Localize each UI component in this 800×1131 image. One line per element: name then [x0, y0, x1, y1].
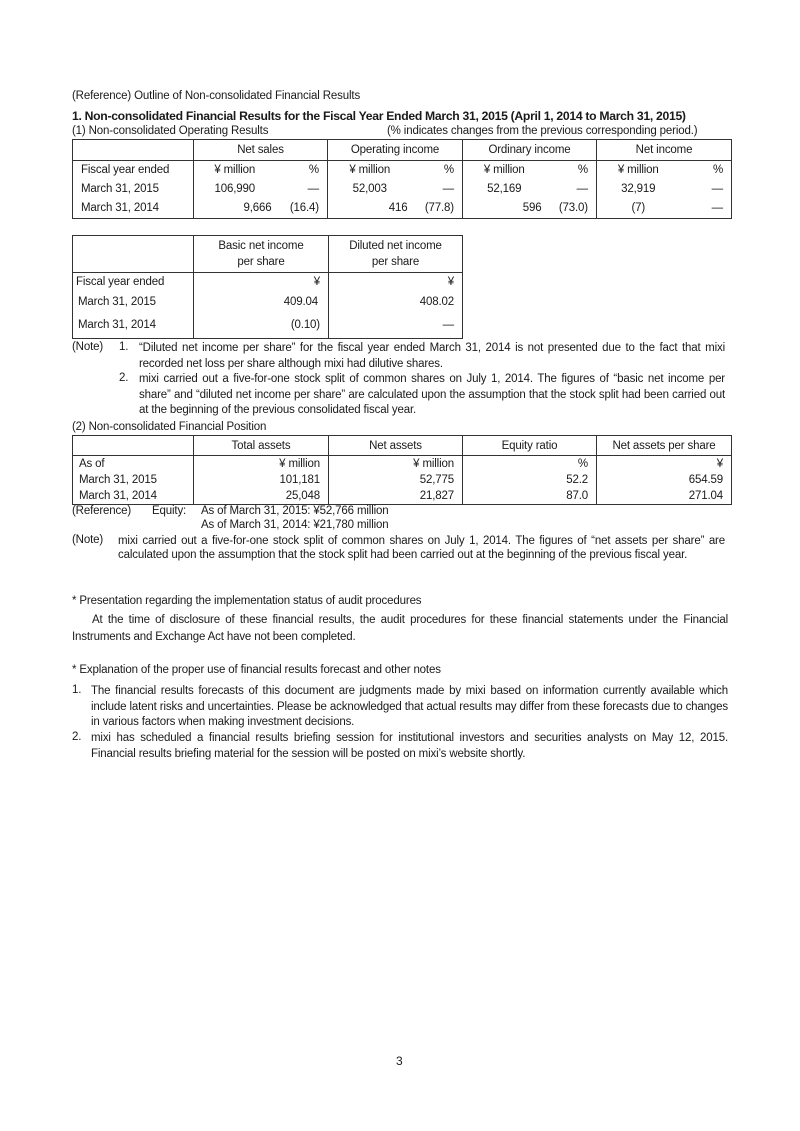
header-net-assets: Net assets: [329, 436, 463, 456]
row-label: March 31, 2014: [73, 488, 194, 505]
unit-row: [73, 273, 463, 291]
header-net-sales: Net sales: [194, 140, 328, 161]
value-cell: 9,666: [194, 199, 276, 219]
value-cell: (16.4): [276, 199, 328, 219]
equity-line: As of March 31, 2015: ¥52,766 million: [201, 505, 389, 517]
table-header-row: [73, 140, 732, 161]
operating-results-note: (% indicates changes from the previous corresponding period.): [387, 125, 698, 137]
value-cell: (7): [597, 199, 680, 219]
financial-position-heading: (2) Non-consolidated Financial Position: [72, 421, 267, 433]
reference-label: (Reference): [72, 505, 132, 517]
unit-cell: ¥ million: [329, 456, 463, 472]
header-diluted-net-income-per-share: [329, 236, 463, 273]
note-text: mixi carried out a five-for-one stock split of common shares on July 1, 2014. The figures of “net assets per share” are calculated upon the assumption that the stock split had been carried out at the beginning of the previous fiscal year.: [118, 535, 725, 561]
list-number: 1.: [72, 684, 82, 696]
header-blank-cell: [73, 140, 194, 161]
value-cell: 408.02: [329, 291, 463, 313]
unit-cell: %: [412, 161, 463, 180]
value-cell: 52,169: [463, 180, 546, 199]
table-row: [73, 313, 463, 339]
value-cell: 596: [463, 199, 546, 219]
forecast-heading: * Explanation of the proper use of financial results forecast and other notes: [72, 664, 441, 676]
value-cell: 52,003: [328, 180, 412, 199]
header-operating-income: Operating income: [328, 140, 463, 161]
row-label: March 31, 2015: [73, 180, 194, 199]
equity-line: As of March 31, 2014: ¥21,780 million: [201, 519, 389, 531]
row-label: Fiscal year ended: [73, 161, 194, 180]
note-text: mixi carried out a five-for-one stock split of common shares on July 1, 2014. The figures of “basic net income per share” and “diluted net income per share” are calculated upon the assumption that the stock split had been carried out at the beginning of the previous consolidated fiscal year.: [139, 373, 725, 416]
reference-title: (Reference) Outline of Non-consolidated Financial Results: [72, 90, 361, 102]
header-blank-cell: [73, 236, 194, 273]
unit-cell: ¥: [597, 456, 732, 472]
header-basic-net-income-per-share: [194, 236, 329, 273]
value-cell: 87.0: [463, 488, 597, 505]
unit-cell: ¥ million: [328, 161, 412, 180]
header-line: Diluted net income: [349, 240, 442, 252]
header-line: per share: [371, 256, 420, 268]
value-cell: 106,990: [194, 180, 276, 199]
note-number: 1.: [119, 341, 129, 353]
value-cell: —: [680, 180, 732, 199]
row-label: March 31, 2015: [73, 472, 194, 488]
table-row: [73, 488, 732, 505]
header-net-income: Net income: [597, 140, 732, 161]
unit-cell: %: [546, 161, 597, 180]
equity-label: Equity:: [152, 505, 187, 517]
audit-text: At the time of disclosure of these financial results, the audit procedures for these financial statements under the Financial Instruments and Exchange Act have not been completed.: [72, 614, 728, 643]
unit-cell: %: [463, 456, 597, 472]
row-label: March 31, 2014: [73, 199, 194, 219]
value-cell: 416: [328, 199, 412, 219]
page-number: 3: [396, 1054, 403, 1068]
list-number: 2.: [72, 731, 82, 743]
list-item-text: The financial results forecasts of this document are judgments made by mixi based on information currently available which include latent risks and uncertainties. Please be acknowledged that actual results may differ from these forecasts due to changes in various factors when making investment decisions.: [91, 685, 728, 728]
note-label: (Note): [72, 534, 104, 546]
unit-cell: ¥: [194, 273, 329, 291]
value-cell: 409.04: [194, 291, 329, 313]
value-cell: (77.8): [412, 199, 463, 219]
row-label: As of: [73, 456, 194, 472]
value-cell: —: [412, 180, 463, 199]
table-header-row: [73, 236, 463, 273]
unit-cell: ¥ million: [194, 161, 276, 180]
unit-cell: ¥ million: [463, 161, 546, 180]
table-row: [73, 472, 732, 488]
header-total-assets: Total assets: [194, 436, 329, 456]
value-cell: 101,181: [194, 472, 329, 488]
value-cell: 52,775: [329, 472, 463, 488]
value-cell: 25,048: [194, 488, 329, 505]
value-cell: 271.04: [597, 488, 732, 505]
audit-heading: * Presentation regarding the implementation status of audit procedures: [72, 595, 422, 607]
header-net-assets-per-share: Net assets per share: [597, 436, 732, 456]
value-cell: 52.2: [463, 472, 597, 488]
header-line: per share: [237, 256, 285, 268]
table-row: [73, 180, 732, 199]
row-label: March 31, 2014: [73, 313, 194, 339]
row-label: Fiscal year ended: [73, 273, 194, 291]
table-header-row: [73, 436, 732, 456]
list-item-text: mixi has scheduled a financial results briefing session for institutional investors and securities analysts on May 12, 2015. Financial results briefing material for the session will be posted on mixi’s website shortly.: [91, 732, 728, 760]
value-cell: —: [680, 199, 732, 219]
value-cell: —: [276, 180, 328, 199]
row-label: March 31, 2015: [73, 291, 194, 313]
unit-cell: %: [680, 161, 732, 180]
value-cell: —: [546, 180, 597, 199]
unit-cell: ¥ million: [597, 161, 680, 180]
table-row: [73, 291, 463, 313]
value-cell: (0.10): [194, 313, 329, 339]
header-line: Basic net income: [218, 240, 304, 252]
header-blank-cell: [73, 436, 194, 456]
value-cell: 32,919: [597, 180, 680, 199]
header-ordinary-income: Ordinary income: [463, 140, 597, 161]
unit-row: [73, 456, 732, 472]
value-cell: —: [329, 313, 463, 339]
note-text: “Diluted net income per share” for the fiscal year ended March 31, 2014 is not presented due to the fact that mixi recorded net loss per share although mixi had dilutive shares.: [139, 342, 725, 370]
note-number: 2.: [119, 372, 129, 384]
financial-position-table: [72, 435, 732, 505]
value-cell: (73.0): [546, 199, 597, 219]
header-equity-ratio: Equity ratio: [463, 436, 597, 456]
page-title: 1. Non-consolidated Financial Results for the Fiscal Year Ended March 31, 2015 (April 1, 2014 to March 31, 2015): [72, 109, 686, 123]
unit-cell: ¥: [329, 273, 463, 291]
operating-results-table: [72, 139, 732, 219]
unit-cell: %: [276, 161, 328, 180]
value-cell: 654.59: [597, 472, 732, 488]
unit-row: [73, 161, 732, 180]
table-row: [73, 199, 732, 219]
per-share-table: [72, 235, 463, 339]
value-cell: 21,827: [329, 488, 463, 505]
note-label: (Note): [72, 341, 104, 353]
unit-cell: ¥ million: [194, 456, 329, 472]
operating-results-heading: (1) Non-consolidated Operating Results: [72, 125, 269, 137]
